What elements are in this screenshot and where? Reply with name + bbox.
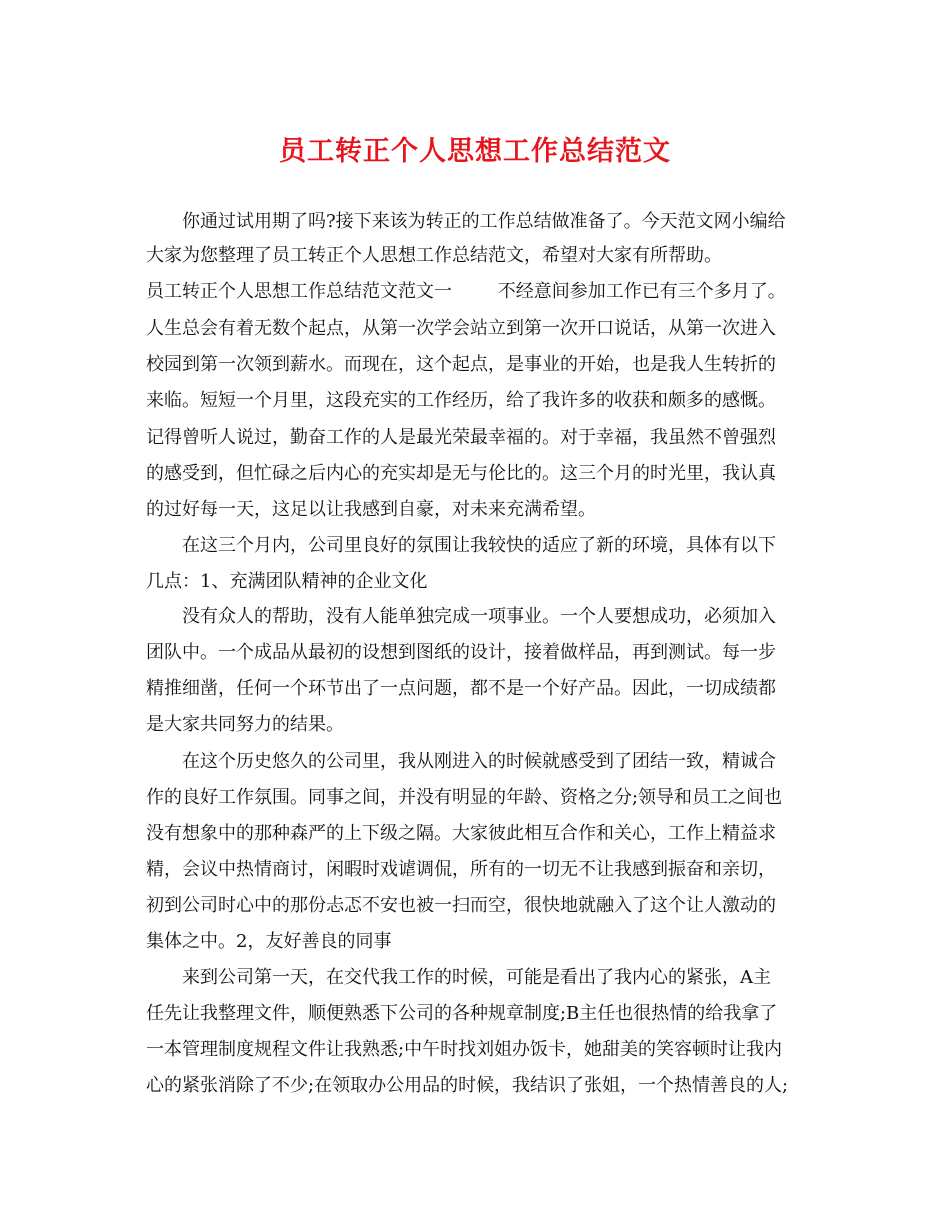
paragraph-line: 任先让我整理文件，顺便熟悉下公司的各种规章制度;B主任也很热情的给我拿了	[146, 1003, 778, 1024]
paragraph-line: 初到公司时心中的那份忐忑不安也被一扫而空，很快地就融入了这个让人激动的	[146, 895, 776, 916]
paragraph-line: 一本管理制度规程文件让我熟悉;中午时找刘姐办饭卡，她甜美的笑容顿时让我内	[146, 1039, 783, 1060]
paragraph-line: 团队中。一个成品从最初的设想到图纸的设计，接着做样品，再到测试。每一步	[146, 642, 776, 663]
paragraph-line: 精，会议中热情商讨，闲暇时戏谑调侃，所有的一切无不让我感到振奋和亲切，	[146, 859, 776, 880]
paragraph-line: 是大家共同努力的结果。	[146, 714, 344, 735]
paragraph-line: 集体之中。2，友好善良的同事	[146, 931, 392, 952]
paragraph-line: 大家为您整理了员工转正个人思想工作总结范文，希望对大家有所帮助。	[146, 245, 722, 266]
paragraph-line: 校园到第一次领到薪水。而现在，这个起点，是事业的开始，也是我人生转折的	[146, 354, 776, 375]
paragraph-line: 在这三个月内，公司里良好的氛围让我较快的适应了新的环境，具体有以下	[182, 535, 776, 556]
paragraph-line: 没有众人的帮助，没有人能单独完成一项事业。一个人要想成功，必须加入	[182, 606, 776, 627]
paragraph-line: 你通过试用期了吗?接下来该为转正的工作总结做准备了。今天范文网小编给	[182, 211, 786, 232]
paragraph-line: 在这个历史悠久的公司里，我从刚进入的时候就感受到了团结一致，精诚合	[182, 751, 776, 772]
paragraph-line: 来临。短短一个月里，这段充实的工作经历，给了我许多的收获和颇多的感慨。	[146, 390, 776, 411]
paragraph-line: 没有想象中的那种森严的上下级之隔。大家彼此相互合作和关心，工作上精益求	[146, 823, 776, 844]
paragraph-line: 几点：1、充满团队精神的企业文化	[146, 571, 428, 592]
paragraph-line: 记得曾听人说过，勤奋工作的人是最光荣最幸福的。对于幸福，我虽然不曾强烈	[146, 427, 776, 448]
paragraph-line: 心的紧张消除了不少;在领取办公用品的时候，我结识了张姐，一个热情善良的人;	[146, 1075, 789, 1096]
paragraph-line: 人生总会有着无数个起点，从第一次学会站立到第一次开口说话，从第一次进入	[146, 318, 776, 339]
paragraph-line: 来到公司第一天，在交代我工作的时候，可能是看出了我内心的紧张，A主	[182, 967, 771, 988]
paragraph-line: 作的良好工作氛围。同事之间，并没有明显的年龄、资格之分;领导和员工之间也	[146, 787, 783, 808]
paragraph-line: 的过好每一天，这足以让我感到自豪，对未来充满希望。	[146, 499, 596, 520]
paragraph-line: 精推细凿，任何一个环节出了一点问题，都不是一个好产品。因此，一切成绩都	[146, 678, 776, 699]
paragraph-line: 的感受到，但忙碌之后内心的充实却是无与伦比的。这三个月的时光里，我认真	[146, 463, 776, 484]
document-title: 员工转正个人思想工作总结范文	[279, 136, 671, 167]
paragraph-line: 员工转正个人思想工作总结范文范文一 不经意间参加工作已有三个多月了。	[146, 281, 786, 302]
